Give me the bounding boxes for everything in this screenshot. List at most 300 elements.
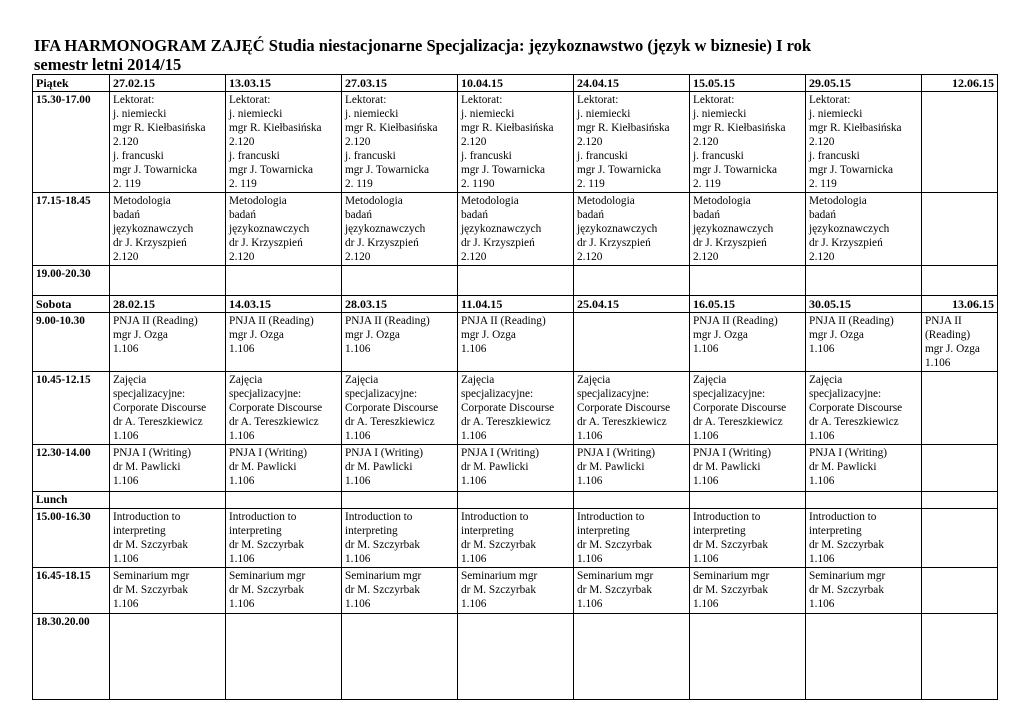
empty-cell [922, 509, 998, 568]
cell-text-line: 1.106 [693, 343, 719, 355]
cell-text-line: dr M. Pawlicki [693, 461, 761, 473]
cell-text-line: PNJA I (Writing) [229, 447, 307, 459]
cell-text-line: dr M. Pawlicki [113, 461, 181, 473]
empty-cell [458, 614, 574, 700]
empty-cell [922, 193, 998, 266]
cell-text-line: mgr J. Ozga [461, 329, 516, 341]
cell-text-line: Introduction to [809, 511, 877, 523]
date-header: 28.03.15 [342, 296, 458, 313]
cell-text-line: interpreting [113, 525, 166, 537]
cell-text-line: językoznawczych [693, 223, 774, 235]
cell-text-line: badań [345, 209, 372, 221]
cell-text-line: mgr J. Towarnicka [113, 164, 198, 176]
class-cell [458, 568, 574, 614]
cell-text-line: mgr J. Towarnicka [461, 164, 546, 176]
cell-text-line: interpreting [345, 525, 398, 537]
cell-text-line: językoznawczych [229, 223, 310, 235]
cell-text-line: 2.120 [809, 136, 835, 148]
cell-text-line: dr M. Szczyrbak [577, 584, 652, 596]
empty-cell [574, 614, 690, 700]
cell-text-line: Lektorat: [693, 94, 735, 106]
cell-text-line: specjalizacyjne: [229, 388, 302, 400]
cell-text-line: 2. 119 [577, 178, 605, 190]
time-label: 12.30-14.00 [33, 445, 110, 492]
cell-text-line: mgr J. Towarnicka [577, 164, 662, 176]
cell-text-line: Lektorat: [229, 94, 271, 106]
cell-text-line: badań [693, 209, 720, 221]
cell-text-line: Lektorat: [345, 94, 387, 106]
cell-text-line: specjalizacyjne: [809, 388, 882, 400]
cell-text-line: interpreting [229, 525, 282, 537]
cell-text-line: PNJA II (Reading) [229, 315, 314, 327]
class-cell [690, 313, 806, 372]
cell-text-line: mgr R. Kiełbasińska [693, 122, 786, 134]
cell-text-line: j. niemiecki [809, 108, 863, 120]
cell-text-line: Lektorat: [577, 94, 619, 106]
cell-text-line: Metodologia [345, 195, 403, 207]
date-header: 11.04.15 [458, 296, 574, 313]
cell-text-line: dr M. Pawlicki [229, 461, 297, 473]
class-cell [690, 509, 806, 568]
empty-cell [690, 614, 806, 700]
date-header: 24.04.15 [574, 75, 690, 92]
cell-text-line: dr M. Szczyrbak [809, 539, 884, 551]
class-cell [690, 372, 806, 445]
empty-cell [574, 492, 690, 509]
saturday-header-row [33, 296, 998, 313]
class-cell [458, 372, 574, 445]
time-label: 17.15-18.45 [33, 193, 110, 266]
cell-text-line: 2. 119 [345, 178, 373, 190]
date-header: 10.04.15 [458, 75, 574, 92]
cell-text-line: PNJA II (Reading) [461, 315, 546, 327]
cell-text-line: dr M. Szczyrbak [809, 584, 884, 596]
empty-cell [226, 492, 342, 509]
class-cell [342, 193, 458, 266]
cell-text-line: 1.106 [461, 430, 487, 442]
class-cell [806, 92, 922, 193]
cell-text-line: mgr J. Ozga [693, 329, 748, 341]
cell-text-line: Metodologia [577, 195, 635, 207]
cell-text-line: dr J. Krzyszpień [113, 237, 187, 249]
time-slot-row [33, 509, 998, 568]
cell-text-line: 1.106 [229, 475, 255, 487]
friday-header-row [33, 75, 998, 92]
class-cell [574, 568, 690, 614]
cell-text-line: PNJA I (Writing) [345, 447, 423, 459]
cell-text-line: 2.120 [345, 136, 371, 148]
date-header: 12.06.15 [922, 75, 998, 92]
class-cell [226, 372, 342, 445]
day-label: Piątek [33, 75, 110, 92]
cell-text-line: 1.106 [693, 553, 719, 565]
title-line-1: IFA HARMONOGRAM ZAJĘĆ Studia niestacjonarne Specjalizacja: językoznawstwo (język w biznesie) I rok [34, 36, 812, 55]
cell-text-line: 2.120 [577, 251, 603, 263]
cell-text-line: 1.106 [461, 343, 487, 355]
class-cell [690, 568, 806, 614]
cell-text-line: dr J. Krzyszpień [345, 237, 419, 249]
cell-text-line: PNJA I (Writing) [809, 447, 887, 459]
cell-text-line: badań [229, 209, 256, 221]
cell-text-line: PNJA II (Reading) [693, 315, 778, 327]
empty-cell [458, 266, 574, 296]
cell-text-line: 1.106 [577, 430, 603, 442]
cell-text-line: mgr J. Ozga [113, 329, 168, 341]
cell-text-line: interpreting [461, 525, 514, 537]
cell-text-line: mgr J. Towarnicka [345, 164, 430, 176]
class-cell [458, 193, 574, 266]
date-header: 28.02.15 [110, 296, 226, 313]
cell-text-line: j. niemiecki [113, 108, 167, 120]
class-cell [110, 372, 226, 445]
cell-text-line: Seminarium mgr [461, 570, 538, 582]
class-cell [110, 568, 226, 614]
time-slot-row [33, 313, 998, 372]
cell-text-line: Introduction to [345, 511, 413, 523]
cell-text-line: dr A. Tereszkiewicz [809, 416, 899, 428]
cell-text-line: Introduction to [461, 511, 529, 523]
date-header: 13.03.15 [226, 75, 342, 92]
cell-text-line: 1.106 [229, 598, 255, 610]
cell-text-line: dr A. Tereszkiewicz [693, 416, 783, 428]
cell-text-line: mgr R. Kiełbasińska [113, 122, 206, 134]
class-cell [342, 568, 458, 614]
empty-cell [922, 92, 998, 193]
cell-text-line: Corporate Discourse [693, 402, 787, 414]
time-label: 10.45-12.15 [33, 372, 110, 445]
cell-text-line: 1.106 [809, 475, 835, 487]
empty-cell [806, 614, 922, 700]
cell-text-line: Seminarium mgr [229, 570, 306, 582]
empty-cell [574, 313, 690, 372]
cell-text-line: 1.106 [113, 553, 139, 565]
empty-cell [922, 372, 998, 445]
cell-text-line: 1.106 [345, 475, 371, 487]
class-cell [342, 445, 458, 492]
day-label: Sobota [33, 296, 110, 313]
cell-text-line: j. francuski [229, 150, 280, 162]
cell-text-line: Metodologia [461, 195, 519, 207]
cell-text-line: 1.106 [809, 598, 835, 610]
empty-cell [110, 492, 226, 509]
cell-text-line: dr A. Tereszkiewicz [577, 416, 667, 428]
cell-text-line: Seminarium mgr [113, 570, 190, 582]
cell-text-line: 2. 119 [229, 178, 257, 190]
cell-text-line: 1.106 [577, 475, 603, 487]
date-header: 14.03.15 [226, 296, 342, 313]
cell-text-line: Lektorat: [113, 94, 155, 106]
cell-text-line: językoznawczych [461, 223, 542, 235]
class-cell [342, 509, 458, 568]
time-label: 15.30-17.00 [33, 92, 110, 193]
cell-text-line: PNJA I (Writing) [113, 447, 191, 459]
empty-cell [922, 266, 998, 296]
class-cell [110, 313, 226, 372]
empty-cell [226, 614, 342, 700]
cell-text-line: j. niemiecki [577, 108, 631, 120]
date-header: 25.04.15 [574, 296, 690, 313]
cell-text-line: 1.106 [345, 343, 371, 355]
cell-text-line: 2.120 [577, 136, 603, 148]
class-cell [110, 445, 226, 492]
cell-text-line: 2.120 [229, 136, 255, 148]
cell-text-line: 1.106 [925, 357, 951, 369]
class-cell [806, 568, 922, 614]
cell-text-line: mgr R. Kiełbasińska [345, 122, 438, 134]
cell-text-line: Corporate Discourse [809, 402, 903, 414]
cell-text-line: dr J. Krzyszpień [809, 237, 883, 249]
cell-text-line: mgr J. Towarnicka [693, 164, 778, 176]
empty-cell [690, 266, 806, 296]
cell-text-line: 2. 1190 [461, 178, 495, 190]
cell-text-line: PNJA II (Reading) [113, 315, 198, 327]
class-cell [806, 313, 922, 372]
cell-text-line: j. francuski [693, 150, 744, 162]
time-slot-row [33, 372, 998, 445]
time-slot-row [33, 568, 998, 614]
cell-text-line: Introduction to [229, 511, 297, 523]
class-cell [110, 509, 226, 568]
cell-text-line: specjalizacyjne: [577, 388, 650, 400]
cell-text-line: mgr J. Ozga [229, 329, 284, 341]
cell-text-line: Metodologia [809, 195, 867, 207]
date-header: 27.02.15 [110, 75, 226, 92]
cell-text-line: dr M. Pawlicki [809, 461, 877, 473]
cell-text-line: 2.120 [809, 251, 835, 263]
empty-cell [226, 266, 342, 296]
cell-text-line: 1.106 [113, 343, 139, 355]
cell-text-line: interpreting [693, 525, 746, 537]
class-cell [458, 509, 574, 568]
time-label: Lunch [33, 492, 110, 509]
empty-cell [922, 445, 998, 492]
cell-text-line: 1.106 [113, 430, 139, 442]
cell-text-line: 2. 119 [809, 178, 837, 190]
cell-text-line: 1.106 [345, 553, 371, 565]
date-header: 15.05.15 [690, 75, 806, 92]
cell-text-line: badań [577, 209, 604, 221]
time-slot-row [33, 193, 998, 266]
class-cell [806, 445, 922, 492]
class-cell [458, 313, 574, 372]
class-cell [574, 193, 690, 266]
cell-text-line: 2.120 [461, 251, 487, 263]
cell-text-line: 1.106 [113, 598, 139, 610]
empty-cell [922, 614, 998, 700]
title-line-2: semestr letni 2014/15 [34, 55, 182, 74]
cell-text-line: Corporate Discourse [577, 402, 671, 414]
cell-text-line: 1.106 [809, 553, 835, 565]
cell-text-line: Zajęcia [809, 374, 843, 386]
cell-text-line: Zajęcia [345, 374, 379, 386]
cell-text-line: mgr R. Kiełbasińska [809, 122, 902, 134]
cell-text-line: dr M. Szczyrbak [345, 539, 420, 551]
cell-text-line: 1.106 [693, 430, 719, 442]
time-label: 18.30.20.00 [33, 614, 110, 700]
date-header: 13.06.15 [922, 296, 998, 313]
class-cell [806, 372, 922, 445]
time-slot-row [33, 92, 998, 193]
empty-cell [690, 492, 806, 509]
cell-text-line: Zajęcia [461, 374, 495, 386]
cell-text-line: Zajęcia [577, 374, 611, 386]
cell-text-line: językoznawczych [577, 223, 658, 235]
class-cell [806, 193, 922, 266]
cell-text-line: Zajęcia [229, 374, 263, 386]
cell-text-line: Lektorat: [461, 94, 503, 106]
class-cell [922, 313, 998, 372]
cell-text-line: dr A. Tereszkiewicz [345, 416, 435, 428]
cell-text-line: (Reading) [925, 329, 971, 341]
cell-text-line: specjalizacyjne: [461, 388, 534, 400]
cell-text-line: dr M. Szczyrbak [693, 584, 768, 596]
cell-text-line: PNJA I (Writing) [693, 447, 771, 459]
cell-text-line: dr J. Krzyszpień [577, 237, 651, 249]
date-header: 30.05.15 [806, 296, 922, 313]
class-cell [226, 92, 342, 193]
cell-text-line: dr J. Krzyszpień [461, 237, 535, 249]
cell-text-line: j. niemiecki [461, 108, 515, 120]
empty-cell [110, 614, 226, 700]
cell-text-line: 1.106 [809, 343, 835, 355]
empty-cell [806, 266, 922, 296]
cell-text-line: badań [809, 209, 836, 221]
cell-text-line: Introduction to [693, 511, 761, 523]
class-cell [690, 193, 806, 266]
cell-text-line: Introduction to [113, 511, 181, 523]
cell-text-line: 1.106 [229, 553, 255, 565]
cell-text-line: 1.106 [461, 475, 487, 487]
cell-text-line: PNJA I (Writing) [577, 447, 655, 459]
cell-text-line: Lektorat: [809, 94, 851, 106]
class-cell [574, 509, 690, 568]
cell-text-line: dr M. Pawlicki [577, 461, 645, 473]
date-header: 29.05.15 [806, 75, 922, 92]
class-cell [226, 193, 342, 266]
class-cell [226, 313, 342, 372]
cell-text-line: dr A. Tereszkiewicz [461, 416, 551, 428]
cell-text-line: 2.120 [113, 251, 139, 263]
time-label: 19.00-20.30 [33, 266, 110, 296]
cell-text-line: dr M. Pawlicki [345, 461, 413, 473]
class-cell [342, 372, 458, 445]
cell-text-line: dr A. Tereszkiewicz [229, 416, 319, 428]
date-header: 27.03.15 [342, 75, 458, 92]
cell-text-line: j. francuski [577, 150, 628, 162]
cell-text-line: 2.120 [345, 251, 371, 263]
cell-text-line: 1.106 [345, 598, 371, 610]
cell-text-line: 1.106 [461, 598, 487, 610]
class-cell [690, 92, 806, 193]
cell-text-line: PNJA II (Reading) [345, 315, 430, 327]
cell-text-line: mgr R. Kiełbasińska [577, 122, 670, 134]
cell-text-line: badań [461, 209, 488, 221]
empty-cell [342, 614, 458, 700]
cell-text-line: j. francuski [113, 150, 164, 162]
time-slot-row [33, 445, 998, 492]
cell-text-line: językoznawczych [113, 223, 194, 235]
cell-text-line: specjalizacyjne: [693, 388, 766, 400]
date-header: 16.05.15 [690, 296, 806, 313]
cell-text-line: 1.106 [577, 553, 603, 565]
empty-cell [342, 266, 458, 296]
cell-text-line: mgr R. Kiełbasińska [229, 122, 322, 134]
cell-text-line: 2. 119 [113, 178, 141, 190]
cell-text-line: 1.106 [113, 475, 139, 487]
cell-text-line: dr M. Szczyrbak [113, 539, 188, 551]
time-slot-row [33, 614, 998, 700]
class-cell [574, 445, 690, 492]
empty-cell [342, 492, 458, 509]
empty-cell [806, 492, 922, 509]
class-cell [226, 445, 342, 492]
cell-text-line: dr M. Szczyrbak [461, 539, 536, 551]
schedule-table [32, 74, 998, 700]
cell-text-line: dr M. Szczyrbak [229, 539, 304, 551]
cell-text-line: 2.120 [693, 251, 719, 263]
time-label: 15.00-16.30 [33, 509, 110, 568]
cell-text-line: Metodologia [229, 195, 287, 207]
cell-text-line: mgr J. Ozga [345, 329, 400, 341]
cell-text-line: Seminarium mgr [577, 570, 654, 582]
cell-text-line: dr M. Pawlicki [461, 461, 529, 473]
cell-text-line: 1.106 [461, 553, 487, 565]
cell-text-line: językoznawczych [345, 223, 426, 235]
cell-text-line: dr M. Szczyrbak [577, 539, 652, 551]
cell-text-line: specjalizacyjne: [113, 388, 186, 400]
empty-cell [922, 568, 998, 614]
class-cell [574, 92, 690, 193]
cell-text-line: PNJA I (Writing) [461, 447, 539, 459]
time-slot-row [33, 266, 998, 296]
class-cell [458, 445, 574, 492]
cell-text-line: mgr J. Towarnicka [809, 164, 894, 176]
class-cell [342, 313, 458, 372]
cell-text-line: badań [113, 209, 140, 221]
cell-text-line: dr J. Krzyszpień [229, 237, 303, 249]
cell-text-line: dr M. Szczyrbak [693, 539, 768, 551]
cell-text-line: dr J. Krzyszpień [693, 237, 767, 249]
cell-text-line: mgr J. Towarnicka [229, 164, 314, 176]
class-cell [806, 509, 922, 568]
cell-text-line: 2.120 [693, 136, 719, 148]
cell-text-line: specjalizacyjne: [345, 388, 418, 400]
class-cell [458, 92, 574, 193]
cell-text-line: Seminarium mgr [345, 570, 422, 582]
class-cell [110, 92, 226, 193]
cell-text-line: Corporate Discourse [113, 402, 207, 414]
class-cell [226, 568, 342, 614]
class-cell [690, 445, 806, 492]
cell-text-line: 1.106 [345, 430, 371, 442]
time-label: 16.45-18.15 [33, 568, 110, 614]
class-cell [226, 509, 342, 568]
cell-text-line: 2.120 [113, 136, 139, 148]
cell-text-line: Seminarium mgr [693, 570, 770, 582]
cell-text-line: dr M. Szczyrbak [113, 584, 188, 596]
cell-text-line: Corporate Discourse [461, 402, 555, 414]
cell-text-line: 2. 119 [693, 178, 721, 190]
document-title [34, 36, 994, 74]
cell-text-line: PNJA II (Reading) [809, 315, 894, 327]
cell-text-line: językoznawczych [809, 223, 890, 235]
class-cell [110, 193, 226, 266]
cell-text-line: Corporate Discourse [345, 402, 439, 414]
cell-text-line: 2.120 [461, 136, 487, 148]
cell-text-line: Zajęcia [113, 374, 147, 386]
cell-text-line: dr M. Szczyrbak [461, 584, 536, 596]
cell-text-line: Metodologia [113, 195, 171, 207]
